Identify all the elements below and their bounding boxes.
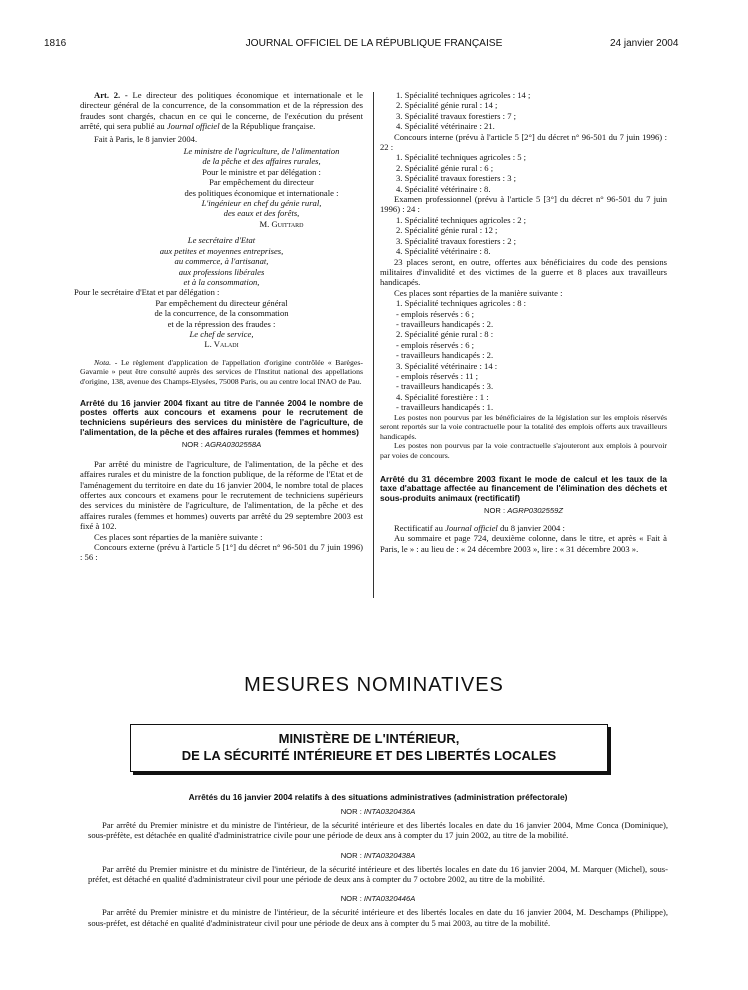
signature-line: des eaux et des forêts, bbox=[223, 208, 300, 219]
rectificatif-detail: Au sommaire et page 724, deuxième colonne, dans le titre, et après « Fait à Paris, le » : au lieu de : « 24 décembre 2003 », lire : « 31 décembre 2003 ». bbox=[380, 533, 667, 554]
journal-title: JOURNAL OFFICIEL DE LA RÉPUBLIQUE FRANÇAISE bbox=[245, 38, 503, 49]
nota: Nota. - Le règlement d'application de l'appellation d'origine contrôlée « Barèges-Gavarnie » peut être consulté auprès des services de l'Institut national des appellations d'origine, 138, avenue des Champs-Elysées, 75008 Paris, ou au centre local INAO de Pau. bbox=[80, 357, 363, 386]
list-item: 2. Spécialité génie rural : 14 ; bbox=[396, 100, 498, 111]
list-item: 1. Spécialité techniques agricoles : 8 : bbox=[396, 298, 527, 309]
list-item: - travailleurs handicapés : 1. bbox=[396, 402, 494, 413]
signature-line: Le secrétaire d'Etat bbox=[187, 235, 256, 246]
signature-line: au commerce, à l'artisanat, bbox=[174, 256, 269, 267]
entry-text: Par arrêté du Premier ministre et du ministre de l'intérieur, de la sécurité intérieure et des libertés locales en date du 16 janvier 2004, M. Marquer (Michel), sous-préfet, est détaché en qualité d'administrateur civil pour une période de deux ans à compter du 7 octobre 2002, au titre de la mobilité. bbox=[88, 863, 668, 885]
nor-label: NOR : bbox=[340, 894, 364, 904]
signatory-name-2: L. Valadi bbox=[204, 339, 239, 350]
signature-line: et de la répression des fraudes : bbox=[167, 318, 276, 329]
arrete-title-2: Arrêté du 31 décembre 2003 fixant le mode de calcul et les taux de la taxe d'abattage affectée au financement de l'élimination des déchets et sous-produits animaux (rectificatif) bbox=[380, 473, 667, 504]
list-item: - emplois réservés : 6 ; bbox=[396, 339, 475, 350]
list-item: 1. Spécialité techniques agricoles : 2 ; bbox=[396, 214, 527, 225]
signature-line: de la concurrence, de la consommation bbox=[154, 308, 289, 319]
signature-line: aux petites et moyennes entreprises, bbox=[159, 245, 284, 256]
nor-ref-1: NOR : AGRA0302558A bbox=[181, 439, 262, 449]
postes-non-pourvus-2: Les postes non pourvus par la voie contractuelle s'ajouteront aux emplois à pourvoir par voies de concours. bbox=[380, 441, 667, 460]
list-item: 3. Spécialité travaux forestiers : 7 ; bbox=[396, 110, 517, 121]
repartition: Ces places sont réparties de la manière suivante : bbox=[394, 287, 563, 298]
list-item: 3. Spécialité travaux forestiers : 2 ; bbox=[396, 235, 517, 246]
signature-line: Le ministre de l'agriculture, de l'alimentation bbox=[183, 146, 340, 157]
signature-line: de la pêche et des affaires rurales, bbox=[202, 156, 321, 167]
page-number: 1816 bbox=[44, 38, 67, 49]
list-item: - travailleurs handicapés : 2. bbox=[396, 350, 494, 361]
arrete-title-1: Arrêté du 16 janvier 2004 fixant au titre de l'année 2004 le nombre de postes offerts aux concours et examens pour le recrutement de techniciens supérieurs des services du ministère de l'agriculture, de l'alimentation, de la pêche et des affaires rurales (femmes et hommes) bbox=[80, 397, 363, 437]
nor-ref bbox=[88, 894, 668, 903]
nor-ref bbox=[88, 851, 668, 860]
paragraph-3: Concours externe (prévu à l'article 5 [1°] du décret n° 96-501 du 7 juin 1996) : 56 : bbox=[80, 541, 363, 563]
concours-interne: Concours interne (prévu à l'article 5 [2°] du décret n° 96-501 du 7 juin 1996) : 22 : bbox=[380, 131, 667, 153]
list-item: 2. Spécialité génie rural : 6 ; bbox=[396, 162, 494, 173]
bottom-section bbox=[88, 793, 668, 938]
list-item: 4. Spécialité vétérinaire : 21. bbox=[396, 121, 495, 132]
list-item: - travailleurs handicapés : 3. bbox=[396, 381, 494, 392]
signature-line: des politiques économique et internationale : bbox=[184, 187, 339, 198]
ministere-line-1: MINISTÈRE DE L'INTÉRIEUR, bbox=[278, 731, 460, 746]
fait-a-paris: Fait à Paris, le 8 janvier 2004. bbox=[94, 133, 198, 144]
list-item: - emplois réservés : 11 ; bbox=[396, 370, 479, 381]
signature-line: et à la consommation, bbox=[183, 276, 260, 287]
signature-line: aux professions libérales bbox=[178, 266, 265, 277]
paragraph-1: Par arrêté du ministre de l'agriculture, de l'alimentation, de la pêche et des affaires rurales et du ministre de la fonction publique, de la réforme de l'Etat et de l'aménagement du territoire en date du 16 janvier 2004, le nombre total de places offertes aux concours et examens pour le recrutement de techniciens supérieurs des services du ministère de l'agriculture, de l'alimentation, de la pêche et des affaires rurales (femmes et hommes) ouverts par arrêté du 29 septembre 2003 est fixé à 102. bbox=[80, 458, 363, 532]
section-heading: MESURES NOMINATIVES bbox=[244, 674, 504, 696]
signature-line: Le chef de service, bbox=[189, 328, 254, 339]
list-item: - travailleurs handicapés : 2. bbox=[396, 318, 494, 329]
list-item: - emplois réservés : 6 ; bbox=[396, 308, 475, 319]
list-concours-interne bbox=[380, 152, 667, 194]
signature-block-1 bbox=[80, 146, 363, 219]
list-item: 2. Spécialité génie rural : 12 ; bbox=[396, 225, 498, 236]
postes-non-pourvus-1: Les postes non pourvus par les bénéficiaires de la législation sur les emplois réservés seront reportés sur la voie contractuelle pour la totalité des emplois offerts aux travailleurs handicapés. bbox=[380, 412, 667, 441]
entries bbox=[88, 807, 668, 928]
signatory-name-1: M. Guittard bbox=[259, 218, 304, 229]
nor-code: INTA0320438A bbox=[363, 850, 416, 860]
list-item: 1. Spécialité techniques agricoles : 5 ; bbox=[396, 152, 527, 163]
examen-professionnel: Examen professionnel (prévu à l'article 5 [3°] du décret n° 96-501 du 7 juin 1996) : 24 : bbox=[380, 194, 667, 215]
list-examen-professionnel bbox=[380, 215, 667, 257]
signature-line: Par empêchement du directeur général bbox=[155, 297, 288, 308]
rectificatif: Rectificatif au Journal officiel du 8 janvier 2004 : bbox=[394, 522, 565, 533]
entry-text: Par arrêté du Premier ministre et du ministre de l'intérieur, de la sécurité intérieure et des libertés locales en date du 16 janvier 2004, M. Deschamps (Philippe), sous-préfet, est détaché en qualité d'administrateur civil pour une période de deux ans à compter du 5 mai 2003, au titre de la mobilité. bbox=[88, 907, 668, 928]
delegation-line: Pour le secrétaire d'Etat et par délégation : bbox=[74, 287, 220, 298]
paragraph-2: Ces places sont réparties de la manière suivante : bbox=[94, 531, 263, 542]
ministere-line-2: DE LA SÉCURITÉ INTÉRIEURE ET DES LIBERTÉS LOCALES bbox=[181, 748, 557, 763]
list-item: 3. Spécialité travaux forestiers : 3 ; bbox=[396, 173, 517, 184]
signature-line: L'ingénieur en chef du génie rural, bbox=[201, 198, 322, 209]
signature-line: Par empêchement du directeur bbox=[209, 177, 314, 188]
nor-label: NOR : bbox=[340, 850, 364, 860]
nor-code: INTA0320446A bbox=[363, 894, 416, 904]
paragraph-23-places: 23 places seront, en outre, offertes aux bénéficiaires du code des pensions militaires d'invalidité et des victimes de la guerre et 8 places aux travailleurs handicapés. bbox=[380, 256, 667, 288]
list-item: 2. Spécialité génie rural : 8 : bbox=[396, 329, 494, 340]
signature-line: Pour le ministre et par délégation : bbox=[202, 166, 321, 177]
nor-code: INTA0320436A bbox=[363, 806, 416, 816]
right-column bbox=[380, 90, 667, 554]
list-concours-externe bbox=[380, 90, 667, 132]
entry-text: Par arrêté du Premier ministre et du ministre de l'intérieur, de la sécurité intérieure et des libertés locales en date du 16 janvier 2004, Mme Conca (Dominique), sous-préfète, est détachée en qualité d'administratrice civile pour une période de deux ans à compter du 17 juin 2002, au titre de la mobilité. bbox=[88, 819, 668, 841]
ministere-box bbox=[130, 724, 608, 772]
nor-label: NOR : bbox=[340, 806, 364, 816]
arretes-title: Arrêtés du 16 janvier 2004 relatifs à des situations administratives (administration préfectorale) bbox=[188, 792, 568, 802]
list-item: 4. Spécialité vétérinaire : 8. bbox=[396, 183, 491, 194]
nor-ref bbox=[88, 807, 668, 816]
list-item: 1. Spécialité techniques agricoles : 14 ; bbox=[396, 90, 531, 100]
list-repartition bbox=[380, 298, 667, 412]
article-2: Art. 2. - Le directeur des politiques économique et internationale et le directeur général de la concurrence, de la consommation et de la répression des fraudes sont chargés, chacun en ce qui le concerne, de l'exécution du présent arrêté, qui sera publié au Journal officiel de la République française. bbox=[80, 90, 363, 132]
list-item: 4. Spécialité vétérinaire : 8. bbox=[396, 246, 491, 257]
signature-block-2 bbox=[80, 235, 363, 287]
signature-block-2b bbox=[80, 298, 363, 340]
list-item: 4. Spécialité forestière : 1 : bbox=[396, 391, 489, 402]
column-rule bbox=[373, 92, 374, 598]
list-item: 3. Spécialité vétérinaire : 14 : bbox=[396, 360, 498, 371]
nor-ref-2: NOR : AGRP0302559Z bbox=[484, 505, 563, 515]
issue-date: 24 janvier 2004 bbox=[610, 38, 679, 49]
left-column bbox=[74, 90, 363, 563]
